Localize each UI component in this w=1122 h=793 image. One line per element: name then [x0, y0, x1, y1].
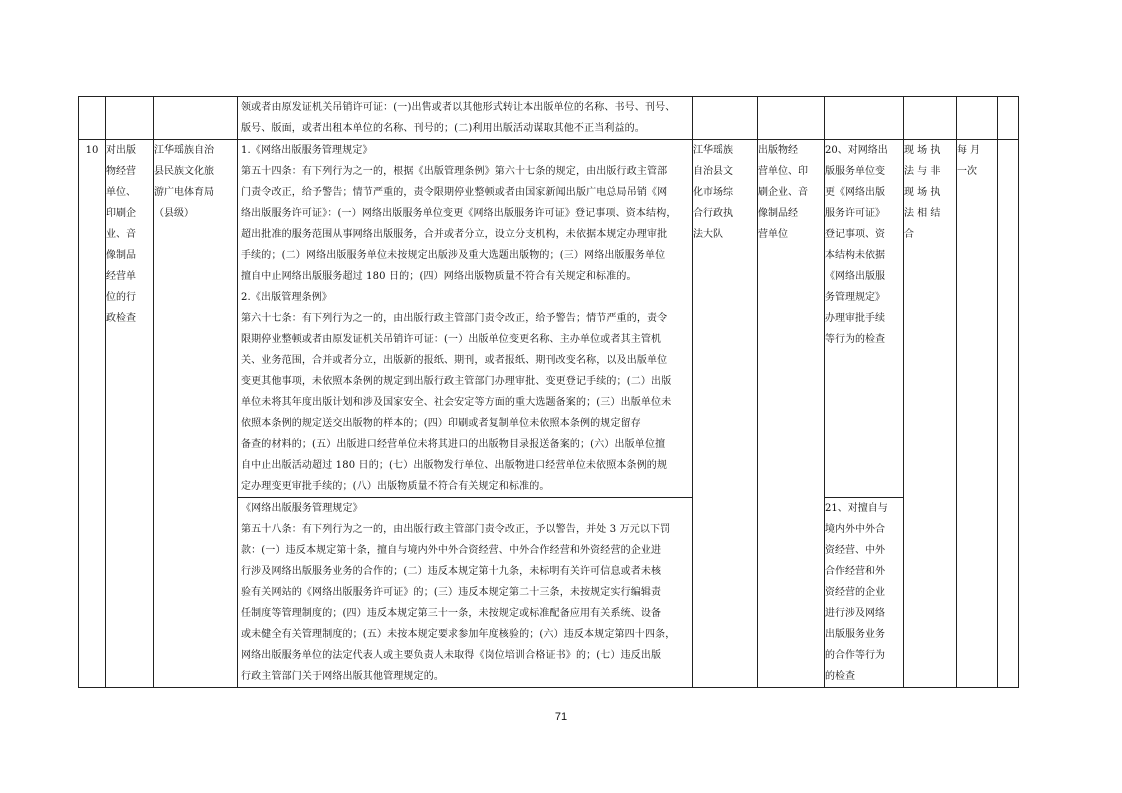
text-line: 行政主管部门关于网络出版其他管理规定的。 [241, 671, 444, 682]
text-line: 21、对擅自与 [825, 503, 888, 514]
text-line: 单位未将其年度出版计划和涉及国家安全、社会安定等方面的重大选题备案的；(三）出版单位未 [241, 397, 672, 408]
text-line: 关、业务范围，合并或者分立，出版新的报纸、期刊，或者报纸、期刊改变名称，以及出版单位 [241, 355, 668, 366]
text-line: 《网络出版服 [825, 271, 885, 282]
text-line: 游广电体育局 [154, 187, 214, 198]
cell-target [758, 140, 825, 688]
text-line: 领或者由原发证机关吊销许可证：(一)出售或者以其他形式转让本出版单位的名称、书号、刊号、 [241, 102, 676, 113]
text-line: 法 与 非 [904, 166, 941, 177]
row-number [79, 140, 106, 688]
subitem-21-text [825, 498, 903, 687]
text-line: 单位、 [106, 187, 136, 198]
text-line: 任制度等管理制度的；(四）违反本规定第三十一条，未按规定或标准配备应用有关系统、设备 [241, 608, 662, 619]
text-line: 境内外中外合 [825, 524, 885, 535]
cell-method-prev [904, 97, 957, 140]
text-line: 物经营 [106, 166, 136, 177]
text-line: 或未健全有关管理制度的；(五）未按本规定要求参加年度核验的；(六）违反本规定第四十四条， [241, 629, 676, 640]
text-line: 出版服务业务 [825, 629, 885, 640]
text-line: 更《网络出版 [825, 187, 885, 198]
text-line: 营单位 [758, 229, 788, 240]
legal-basis-a-text [238, 140, 692, 497]
cell-subitem-20 [825, 140, 904, 498]
method-text [904, 140, 956, 245]
text-line: 变更其他事项，未依照本条例的规定到出版行政主管部门办理审批、变更登记手续的；(二）出版 [241, 376, 672, 387]
text-line: 本结构未依据 [825, 250, 885, 261]
text-line: 的检查 [825, 671, 855, 682]
text-line: 像制品 [106, 250, 136, 261]
cell-method [904, 140, 957, 688]
cell-executor-prev [693, 97, 758, 140]
text-line: 1.《网络出版服务管理规定》 [241, 145, 373, 156]
text-line: 网络出版服务单位的法定代表人或主要负责人未取得《岗位培训合格证书》的；(七）违反出版 [241, 650, 662, 661]
text-line: 进行涉及网络 [825, 608, 885, 619]
text-line: 像制品经 [758, 208, 798, 219]
page-number: 71 [554, 711, 568, 723]
text-line: 登记事项、资 [825, 229, 885, 240]
text-line: 备查的材料的；(五）出版进口经营单位未将其进口的出版物目录报送备案的；(六）出版单位擅 [241, 439, 666, 450]
text-line: 合 [904, 229, 914, 240]
text-line: 的合作等行为 [825, 650, 885, 661]
executor-text [693, 140, 757, 245]
text-line: 第五十八条：有下列行为之一的，由出版行政主管部门责令改正，予以警告，并处 3 万元以下罚 [241, 524, 671, 535]
text-line: 营单位、印 [758, 166, 808, 177]
text-line: 版服务单位变 [825, 166, 885, 177]
target-text [758, 140, 824, 245]
department-text [154, 140, 237, 224]
text-line: 经营单 [106, 271, 136, 282]
text-line: 出版物经 [758, 145, 798, 156]
cell-department [154, 140, 238, 688]
text-line: 依照本条例的规定送交出版物的样本的；(四）印刷或者复制单位未依照本条例的规定留存 [241, 418, 641, 429]
text-line: 服务许可证》 [825, 208, 885, 219]
table-row-10a [79, 140, 1019, 498]
text-line: 现 场 执 [904, 187, 941, 198]
text-line: 位的行 [106, 292, 136, 303]
text-line: 20、对网络出 [825, 145, 888, 156]
text-line: 限期停业整顿或者由原发证机关吊销许可证：(一）出版单位变更名称、主办单位或者其主管机 [241, 334, 662, 345]
text-line: 化市场综 [693, 187, 733, 198]
text-line: 手续的；(二）网络出版服务单位未按规定出版涉及重大选题出版物的；(三）网络出版服务单位 [241, 250, 666, 261]
text-line: 第六十七条：有下列行为之一的，由出版行政主管部门责令改正，给予警告；情节严重的，责令 [241, 313, 668, 324]
text-line: 江华瑶族自治 [154, 145, 214, 156]
text-line: （县级） [154, 208, 194, 219]
text-line: 合行政执 [693, 208, 733, 219]
cell-executor [693, 140, 758, 688]
text-line: 定办理变更审批手续的；(八）出版物质量不符合有关规定和标准的。 [241, 481, 550, 492]
text-line: 第五十四条：有下列行为之一的，根据《出版管理条例》第六十七条的规定，由出版行政主管部 [241, 166, 668, 177]
text-line: 法大队 [693, 229, 723, 240]
cell-legal-basis-b [238, 498, 693, 688]
text-line: 办理审批手续 [825, 313, 885, 324]
text-line: 超出批准的服务范围从事网络出版服务，合并或者分立，设立分支机构，未依据本规定办理审批 [241, 229, 668, 240]
cell-no-prev [79, 97, 106, 140]
text-line: 印刷企 [106, 208, 136, 219]
cell-frequency [957, 140, 998, 688]
text-line: 县民族文化旅 [154, 166, 214, 177]
text-line: 自治县文 [693, 166, 733, 177]
cell-legal-basis-a [238, 140, 693, 498]
text-line: 江华瑶族 [693, 145, 733, 156]
cell-basis-prev [238, 97, 693, 140]
text-line: 务管理规定》 [825, 292, 885, 303]
text-line: 款：(一）违反本规定第十条，擅自与境内外中外合资经营、中外合作经营和外资经营的企业进 [241, 545, 662, 556]
cell-inspection-item [106, 140, 154, 688]
legal-basis-b-text [238, 498, 692, 687]
text-line: 业、音 [106, 229, 136, 240]
cell-dept-prev [154, 97, 238, 140]
text-line: 行涉及网络出版服务业务的合作的；(二）违反本规定第十九条，未标明有关许可信息或者未核 [241, 566, 662, 577]
basis-prev-text [238, 97, 692, 139]
text-line: 验有关网站的《网络出版服务许可证》的；(三）违反本规定第二十三条，未按规定实行编辑责 [241, 587, 662, 598]
text-line: 《网络出版服务管理规定》 [241, 503, 363, 514]
cell-item-prev [106, 97, 154, 140]
text-line: 资经营的企业 [825, 587, 885, 598]
cell-target-prev [758, 97, 825, 140]
cell-remark-prev [998, 97, 1019, 140]
text-line: 等行为的检查 [825, 334, 885, 345]
text-line: 刷企业、音 [758, 187, 808, 198]
cell-subitem-21 [825, 498, 904, 688]
text-line: 自中止出版活动超过 180 日的；(七）出版物发行单位、出版物进口经营单位未依照本条例的规 [241, 460, 668, 471]
subitem-20-text [825, 140, 903, 350]
table-row-continued [79, 97, 1019, 140]
text-line: 合作经营和外 [825, 566, 885, 577]
text-line: 资经营、中外 [825, 545, 885, 556]
inspection-item-text [106, 140, 153, 329]
text-line: 现 场 执 [904, 145, 941, 156]
text-line: 对出版 [106, 145, 136, 156]
text-line: 门责令改正，给予警告；情节严重的，责令限期停业整顿或者由国家新闻出版广电总局吊销《网 [241, 187, 668, 198]
text-line: 版号、版面，或者出租本单位的名称、刊号的；(二)利用出版活动谋取其他不正当利益的。 [241, 123, 645, 134]
row-number-text: 10 [85, 145, 99, 156]
text-line: 擅自中止网络出版服务超过 180 日的；(四）网络出版物质量不符合有关规定和标准的。 [241, 271, 637, 282]
text-line: 法 相 结 [904, 208, 941, 219]
inspection-table [78, 96, 1019, 688]
cell-frequency-prev [957, 97, 998, 140]
text-line: 络出版服务许可证》：(一）网络出版服务单位变更《网络出版服务许可证》登记事项、资本结构， [241, 208, 677, 219]
text-line: 每 月 [957, 145, 981, 156]
text-line: 2.《出版管理条例》 [241, 292, 333, 303]
frequency-text [957, 140, 997, 182]
cell-remark [998, 140, 1019, 688]
text-line: 一次 [957, 166, 977, 177]
cell-subitem-prev [825, 97, 904, 140]
text-line: 政检查 [106, 313, 136, 324]
